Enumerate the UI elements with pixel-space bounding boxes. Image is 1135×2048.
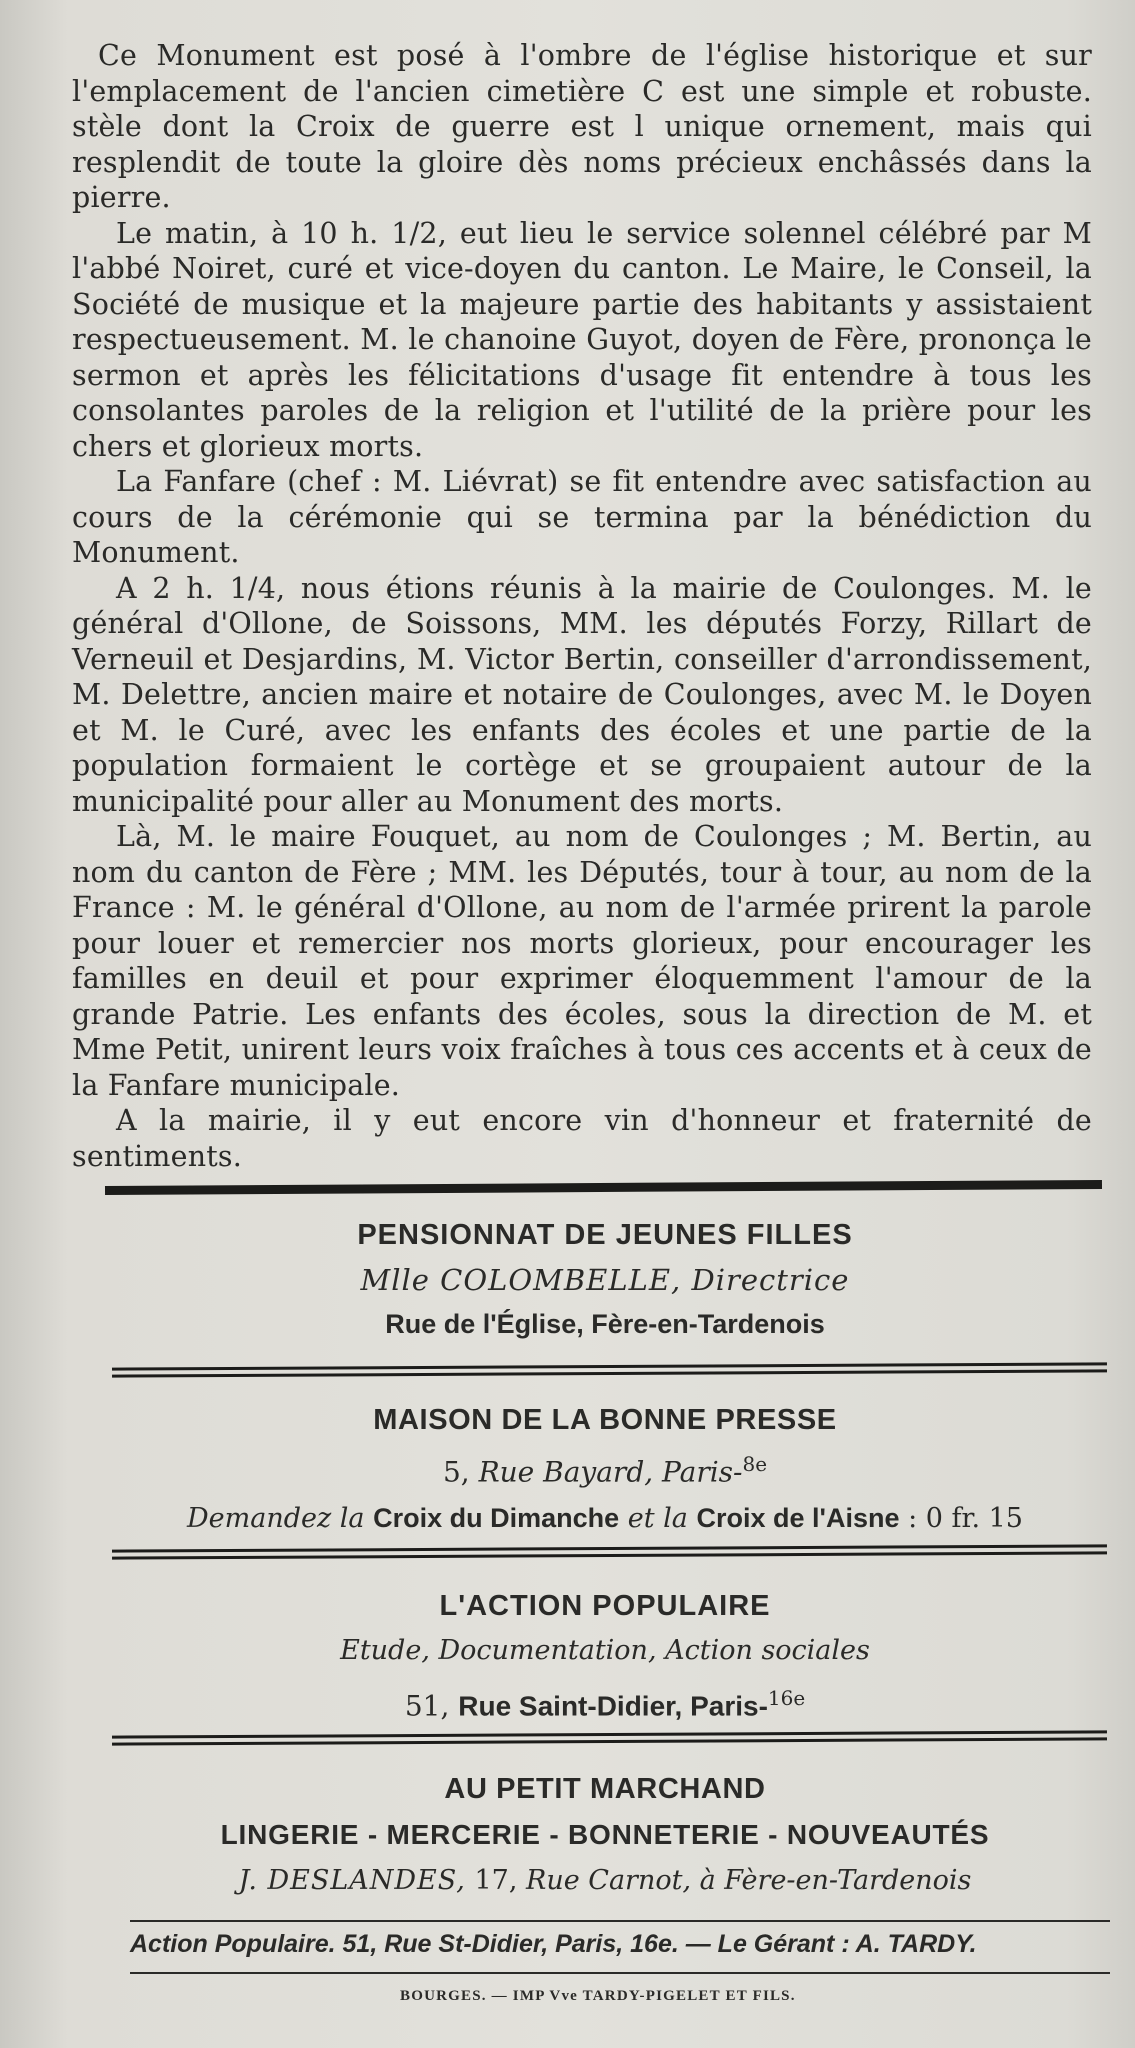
address-superscript: 8e (742, 1452, 768, 1476)
ad-title: PENSIONNAT DE JEUNES FILLES (357, 1219, 853, 1251)
ad-goods: LINGERIE - MERCERIE - BONNETERIE - NOUVEAUTÉS (220, 1819, 990, 1850)
order-text-4: Croix de l'Aisne (696, 1503, 900, 1534)
ad-title: MAISON DE LA BONNE PRESSE (373, 1404, 837, 1436)
section-divider-double (112, 1362, 1107, 1377)
owner-number: 17, (474, 1865, 518, 1896)
article-paragraph: A 2 h. 1/4, nous étions réunis à la mairie de Coulonges. M. le général d'Ollone, de Soissons, MM. les députés Forzy, Rillart de Verneuil et Desjardins, M. Victor Bertin, conseiller d'arrondissement, M. Delettre, ancien maire et notaire de Coulonges, avec M. le Doyen et M. le Curé, avec les enfants des écoles et une partie de la population formaient le cortège et se groupaient autour de la municipalité pour aller au Monument des morts. (72, 571, 1092, 818)
owner-name: J. DESLANDES, (238, 1865, 466, 1896)
ad-subtitle: Etude, Documentation, Action sociales (340, 1635, 870, 1666)
footer-imprint: BOURGES. — IMP Vve TARDY-PIGELET ET FILS. (400, 1988, 796, 2004)
ad-order-line (100, 1494, 1110, 1543)
ad-owner (100, 1859, 1110, 1903)
ad-bonne-presse (100, 1398, 1110, 1543)
ad-action-populaire (100, 1584, 1110, 1730)
address-number: 5, (442, 1455, 470, 1489)
order-price: : 0 fr. 15 (908, 1503, 1023, 1535)
owner-street: Rue Carnot, à Fère-en-Tardenois (526, 1865, 972, 1896)
ad-address (100, 1442, 1110, 1494)
article-body (72, 38, 1092, 1174)
article-paragraph: A la mairie, il y eut encore vin d'honneur et fraternité de sentiments. (72, 1104, 1092, 1173)
order-text-2: Croix du Dimanche (373, 1503, 620, 1534)
ad-address (100, 1674, 1110, 1730)
address-street: Rue Saint-Didier, Paris- (458, 1690, 768, 1722)
article-paragraph: Le matin, à 10 h. 1/2, eut lieu le service solennel célébré par M l'abbé Noiret, curé et vice-doyen du canton. Le Maire, le Conseil, la Société de musique et la majeure partie des habitants y assistaient respectueusement. M. le chanoine Guyot, doyen de Fère, prononça le sermon et après les félicitations d'usage fit entendre à tous les consolantes paroles de la religion et l'utilité de la prière pour les chers et glorieux morts. (72, 216, 1092, 463)
order-text-3: et la (627, 1503, 688, 1535)
article-paragraph: Là, M. le maire Fouquet, au nom de Coulonges ; M. Bertin, au nom du canton de Fère ; MM. les Députés, tour à tour, au nom de la France : M. le général d'Ollone, au nom de l'armée prirent la parole pour louer et remercier nos morts glorieux, pour encourager les familles en deuil et pour exprimer éloquemment l'amour de la grande Patrie. Les enfants des écoles, sous la direction de M. et Mme Petit, unirent leurs voix fraîches à tous ces accents et à ceux de la Fanfare municipale. (72, 820, 1092, 1102)
ad-title: L'ACTION POPULAIRE (439, 1590, 771, 1622)
address-number: 51, (404, 1689, 450, 1723)
ad-director: Mlle COLOMBELLE, Directrice (360, 1263, 850, 1297)
section-divider-double (112, 1544, 1107, 1559)
footer-top-rule (130, 1920, 1110, 1922)
ad-title: AU PETIT MARCHAND (444, 1773, 766, 1805)
section-divider-double (112, 1730, 1107, 1745)
ad-petit-marchand (100, 1767, 1110, 1903)
ad-pensionnat (100, 1213, 1110, 1345)
article-paragraph: La Fanfare (chef : M. Liévrat) se fit entendre avec satisfaction au cours de la cérémonie qui se termina par la bénédiction du Monument. (72, 465, 1092, 569)
address-superscript: 16e (767, 1686, 806, 1710)
footer-publisher: Action Populaire. 51, Rue St-Didier, Paris, 16e. — Le Gérant : A. TARDY. (130, 1930, 977, 1958)
section-divider-thick (105, 1180, 1102, 1195)
ad-address: Rue de l'Église, Fère-en-Tardenois (385, 1309, 825, 1339)
order-text-1: Demandez la (187, 1503, 365, 1535)
address-street: Rue Bayard, Paris- (478, 1455, 743, 1489)
article-paragraph: Ce Monument est posé à l'ombre de l'église historique et sur l'emplacement de l'ancien cimetière C est une simple et robuste. stèle dont la Croix de guerre est l unique ornement, mais qui resplendit de toute la gloire dès noms précieux enchâssés dans la pierre. (72, 39, 1092, 214)
footer-bottom-rule (130, 1972, 1110, 1974)
